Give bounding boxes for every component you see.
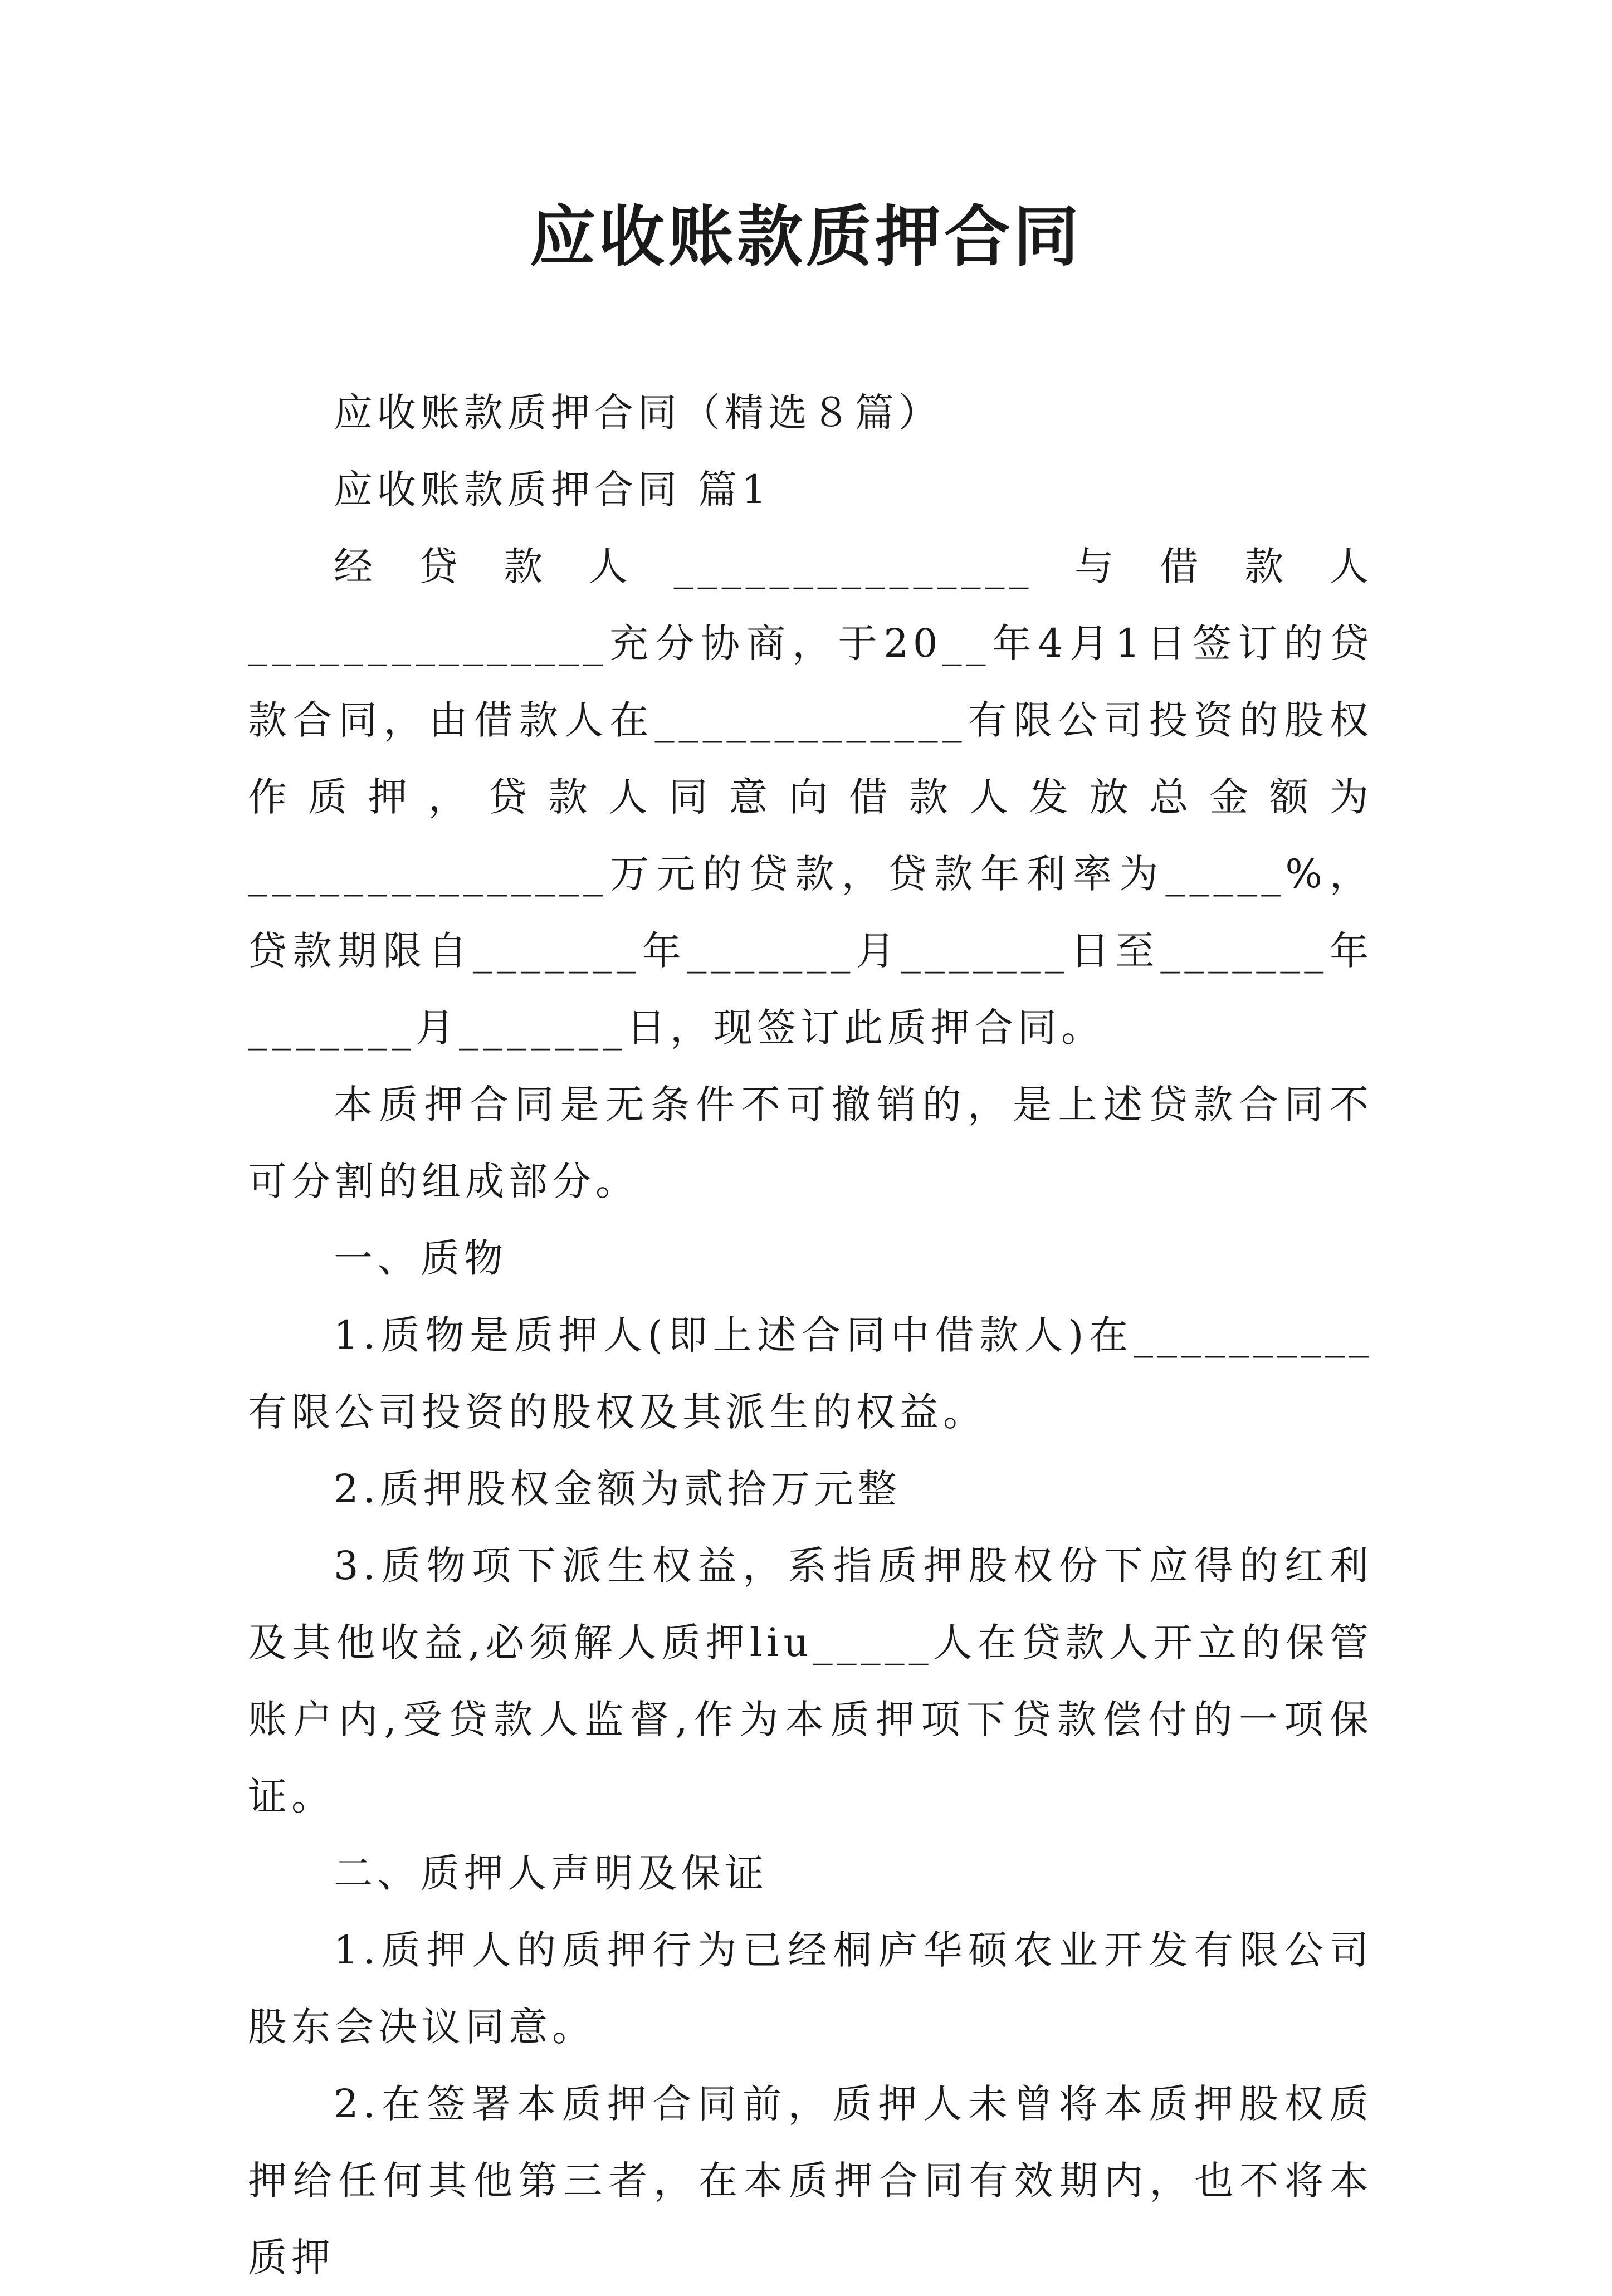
clause-item: 1.质物是质押人(即上述合同中借款人)在__________有限公司投资的股权及其派生的权益。 (248, 1312, 1373, 1435)
contract-intro-paragraph: 经贷款人_______________与借款人_______________充分协商，于20__年4月1日签订的贷款合同，由借款人在_____________有限公司投资的股权作质押，贷款人同意向借款人发放总金额为_______________万元的贷款，贷款年利率为_____%，贷款期限自_______年_______月_______日至_______年_______月_______日，现签订此质押合同。 (248, 544, 1373, 1051)
subtitle-paragraph: 应收账款质押合同（精选８篇） (334, 390, 942, 436)
document-body (248, 374, 1373, 2296)
clause-item: 2.在签署本质押合同前，质押人未曾将本质押股权质押给任何其他第三者，在本质押合同有效期内，也不将本质押 (248, 2081, 1373, 2280)
clause-heading: 一、质物 (334, 1235, 507, 1281)
clause-item: 1.质押人的质押行为已经桐庐华硕农业开发有限公司股东会决议同意。 (248, 1927, 1373, 2050)
section-heading: 应收账款质押合同 篇1 (334, 467, 771, 512)
contract-nature-paragraph: 本质押合同是无条件不可撤销的，是上述贷款合同不可分割的组成部分。 (248, 1082, 1373, 1204)
document-title: 应收账款质押合同 (529, 198, 1082, 275)
clause-item: 3.质物项下派生权益，系指质押股权份下应得的红利及其他收益,必须解人质押liu_____人在贷款人开立的保管账户内,受贷款人监督,作为本质押项下贷款偿付的一项保证。 (248, 1543, 1373, 1819)
clause-heading: 二、质押人声明及保证 (334, 1850, 768, 1896)
clause-item: 2.质押股权金额为贰拾万元整 (334, 1466, 901, 1512)
